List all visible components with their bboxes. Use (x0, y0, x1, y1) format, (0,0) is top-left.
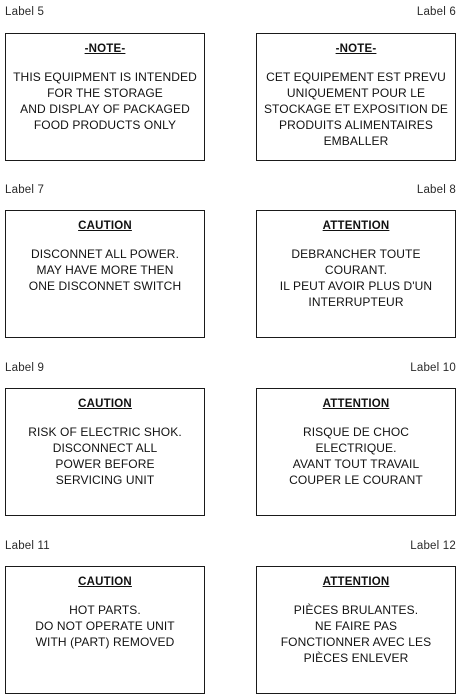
label-11-line: HOT PARTS. (69, 603, 141, 617)
label-11-header: CAUTION (78, 576, 132, 588)
label-8-box (256, 210, 456, 338)
label-5-header: -NOTE- (84, 43, 126, 55)
label-9-body (6, 424, 204, 488)
label-12-line: PIÈCES ENLEVER (303, 651, 409, 665)
label-5-body (6, 69, 204, 133)
label-11-body (6, 602, 204, 650)
label-10-header: ATTENTION (322, 398, 390, 410)
label-12-line: NE FAIRE PAS (314, 619, 398, 633)
label-11-line: WITH (PART) REMOVED (35, 635, 175, 649)
label-7-title: Label 7 (5, 184, 45, 196)
label-5-title: Label 5 (5, 6, 45, 18)
label-6-box (256, 33, 456, 161)
label-10-line: COUPER LE COURANT (289, 473, 423, 487)
label-11-box (5, 566, 205, 694)
label-12-header: ATTENTION (322, 576, 390, 588)
label-6-line: EMBALLER (323, 134, 389, 148)
label-6-line: UNIQUEMENT POUR LE (286, 86, 426, 100)
label-11-title: Label 11 (5, 540, 50, 552)
label-9-title: Label 9 (5, 362, 45, 374)
label-10-title: Label 10 (410, 362, 456, 374)
label-7-line: DISCONNET ALL POWER. (30, 247, 180, 261)
label-9-header: CAUTION (78, 398, 132, 410)
label-6-line: STOCKAGE ET EXPOSITION DE (263, 102, 449, 116)
label-9-line: POWER BEFORE (55, 457, 155, 471)
label-6-header: -NOTE- (335, 43, 377, 55)
label-5-line: THIS EQUIPMENT IS INTENDED (13, 70, 197, 84)
label-5-line: FOOD PRODUCTS ONLY (33, 118, 177, 132)
label-12-body (257, 602, 455, 666)
label-10-box (256, 388, 456, 516)
label-6-body (257, 69, 455, 149)
label-8-line: DEBRANCHER TOUTE (291, 247, 421, 261)
label-12-box (256, 566, 456, 694)
label-9-line: RISK OF ELECTRIC SHOK. (28, 425, 182, 439)
label-6-line: CET EQUIPEMENT EST PREVU (266, 70, 446, 84)
label-6-title: Label 6 (416, 6, 456, 18)
label-10-line: RISQUE DE CHOC (302, 425, 410, 439)
label-8-line: INTERRUPTEUR (308, 295, 404, 309)
label-7-line: ONE DISCONNET SWITCH (28, 279, 182, 293)
label-12-line: FONCTIONNER AVEC LES (280, 635, 432, 649)
label-7-box (5, 210, 205, 338)
label-12-title: Label 12 (410, 540, 456, 552)
label-8-body (257, 246, 455, 310)
label-6-line: PRODUITS ALIMENTAIRES (279, 118, 433, 132)
label-8-header: ATTENTION (322, 220, 390, 232)
label-8-title: Label 8 (416, 184, 456, 196)
label-7-body (6, 246, 204, 294)
label-11-line: DO NOT OPERATE UNIT (35, 619, 175, 633)
label-10-line: AVANT TOUT TRAVAIL (292, 457, 420, 471)
label-9-line: DISCONNECT ALL (52, 441, 158, 455)
label-10-body (257, 424, 455, 488)
label-12-line: PIÈCES BRULANTES. (293, 603, 419, 617)
label-8-line: IL PEUT AVOIR PLUS D'UN (279, 279, 433, 293)
label-5-line: FOR THE STORAGE (47, 86, 163, 100)
label-9-box (5, 388, 205, 516)
label-5-line: AND DISPLAY OF PACKAGED (20, 102, 190, 116)
label-9-line: SERVICING UNIT (55, 473, 155, 487)
label-7-header: CAUTION (78, 220, 132, 232)
label-5-box (5, 33, 205, 161)
label-10-line: ELECTRIQUE. (315, 441, 397, 455)
label-8-line: COURANT. (324, 263, 388, 277)
label-7-line: MAY HAVE MORE THEN (36, 263, 174, 277)
